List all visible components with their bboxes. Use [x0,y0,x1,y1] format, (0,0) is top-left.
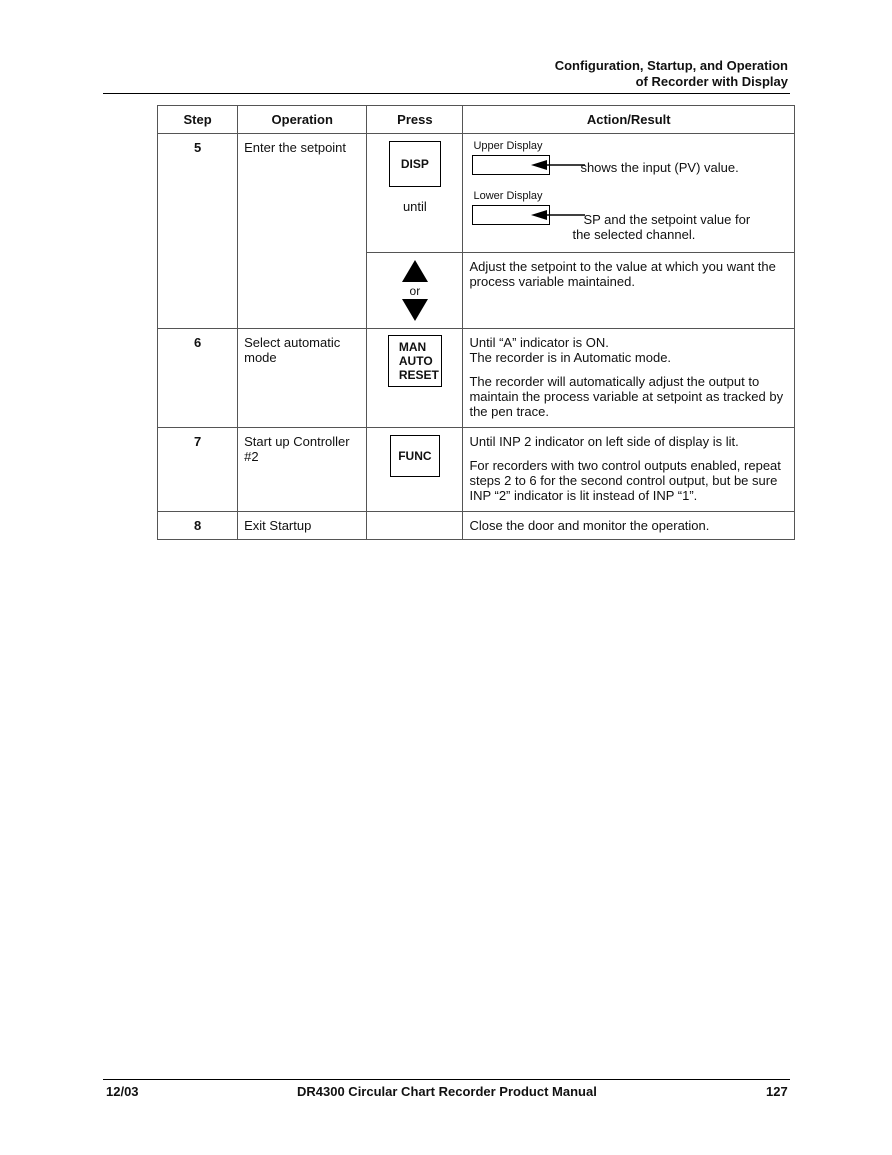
step-number: 5 [158,134,238,329]
step-number: 7 [158,428,238,512]
header-rule [103,93,790,94]
footer-rule [103,1079,790,1080]
result-line-indicator: Until INP 2 indicator on left side of display is lit. [469,434,739,449]
result-line-indicator: Until “A” indicator is ON. [469,335,609,350]
press-cell [367,134,463,253]
key-line-reset: RESET [398,368,439,382]
lower-display-text-1: SP and the setpoint value for [583,212,751,227]
lower-display-text-2: the selected channel. [572,227,696,242]
column-header-action-result: Action/Result [463,106,795,134]
key-line-man: MAN [398,340,427,354]
operation-text: Enter the setpoint [238,134,367,329]
operation-text: Select automatic mode [238,329,367,428]
procedure-table [157,105,795,540]
lower-display-diagram [473,205,788,241]
key-line-auto: AUTO [398,354,433,368]
lower-display-arrow-icon [525,205,585,229]
action-result-cell [463,134,795,253]
upper-display-text: shows the input (PV) value. [580,160,739,175]
column-header-operation: Operation [238,106,367,134]
footer-date: 12/03 [106,1084,139,1099]
table-header-row [158,106,795,134]
press-cell [367,512,463,540]
disp-key: DISP [389,141,441,187]
press-cell [367,428,463,512]
press-cell [367,329,463,428]
man-auto-reset-key [388,335,442,387]
step-number: 6 [158,329,238,428]
action-result-cell [463,329,795,428]
table-row [158,428,795,512]
result-paragraph: For recorders with two control outputs enabled, repeat steps 2 to 6 for the second control output, but be sure INP “2” indicator is lit instead of INP “1”. [469,458,781,503]
column-header-press: Press [367,106,463,134]
upper-display-diagram [473,155,788,179]
page-number: 127 [766,1084,788,1099]
operation-text: Exit Startup [238,512,367,540]
step-number: 8 [158,512,238,540]
up-arrow-icon [401,259,429,283]
or-text: or [409,284,421,298]
table-row [158,512,795,540]
upper-display-label: Upper Display [473,140,543,152]
result-paragraph: The recorder will automatically adjust the output to maintain the process variable at setpoint as tracked by the pen trace. [469,374,784,419]
table-row [158,329,795,428]
action-result-cell: Adjust the setpoint to the value at which you want the process variable maintained. [463,253,795,329]
operation-text: Start up Controller #2 [238,428,367,512]
action-result-cell: Close the door and monitor the operation. [463,512,795,540]
result-line-mode: The recorder is in Automatic mode. [469,350,672,365]
until-text: until [402,199,427,214]
lower-display-label: Lower Display [473,190,543,202]
footer-title: DR4300 Circular Chart Recorder Product Manual [297,1084,597,1099]
action-result-cell [463,428,795,512]
table-row [158,134,795,253]
page-header [555,58,788,90]
column-header-step: Step [158,106,238,134]
header-title-line1: Configuration, Startup, and Operation [554,58,788,73]
header-title-line2: of Recorder with Display [635,74,788,89]
down-arrow-icon [401,298,429,322]
func-key: FUNC [390,435,440,477]
press-cell [367,253,463,329]
upper-display-arrow-icon [525,155,585,179]
